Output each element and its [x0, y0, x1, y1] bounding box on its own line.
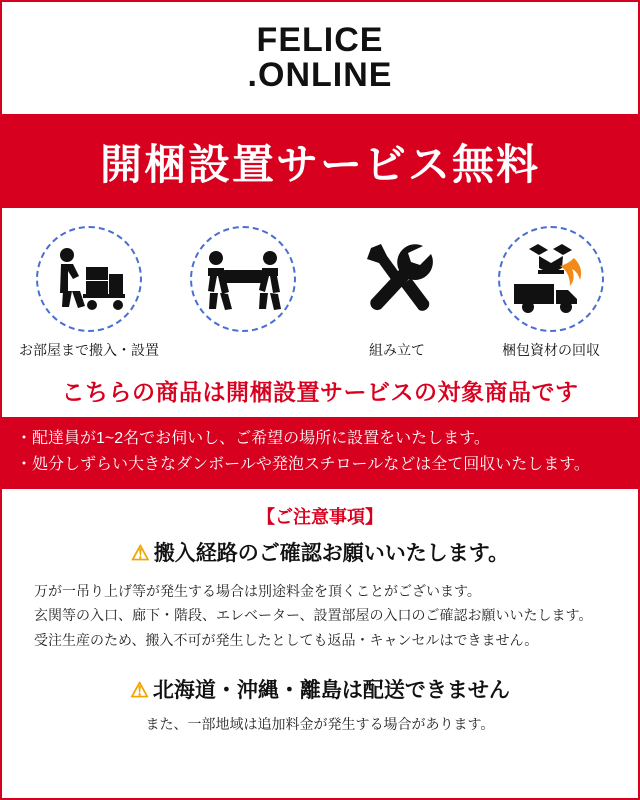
- region-heading: [18, 674, 622, 704]
- tools-icon: [344, 226, 450, 332]
- service-label-delivery: お部屋まで搬入・設置: [19, 342, 159, 358]
- notice-section: [2, 489, 638, 735]
- region-section: [18, 674, 622, 734]
- region-subtext: また、一部地域は追加料金が発生する場合があります。: [145, 716, 495, 733]
- lead-text: こちらの商品は開梱設置サービスの対象商品です: [61, 379, 579, 405]
- service-item-carry: [168, 226, 318, 340]
- logo-band: [2, 2, 638, 116]
- notice-line-2: 玄関等の入口、廊下・階段、エレベーター、設置部屋の入口のご確認お願いいたします。: [34, 607, 593, 624]
- brand-logo: [248, 23, 393, 92]
- warning-triangle-icon: ⚠: [130, 541, 150, 565]
- notice-heading: [18, 537, 622, 567]
- delivery-cart-icon: [36, 226, 142, 332]
- service-label-recycle: 梱包資材の回収: [502, 342, 600, 358]
- service-item-assembly: [322, 226, 472, 360]
- warning-triangle-icon-2: ⚠: [130, 679, 149, 703]
- logo-line-1: FELICE: [256, 21, 384, 60]
- notice-line-1: 万が一吊り上げ等が発生する場合は別途料金を頂くことがございます。: [34, 582, 481, 599]
- red-bullet-block: [2, 417, 638, 489]
- logo-line-2: .ONLINE: [247, 56, 393, 94]
- service-item-delivery: [14, 226, 164, 360]
- notice-title: 【ご注意事項】: [257, 506, 383, 527]
- two-person-carry-icon: [190, 226, 296, 332]
- notice-line-3: 受注生産のため、搬入不可が発生したとしても返品・キャンセルはできません。: [34, 631, 539, 648]
- region-heading-text: 北海道・沖縄・離島は配送できません: [152, 679, 510, 703]
- box-recycle-truck-icon: [498, 226, 604, 332]
- red-bullet-2: ・処分しずらい大きなダンボールや発泡スチロールなどは全て回収いたします。: [16, 455, 590, 473]
- headline-text: 開梱設置サービス無料: [99, 141, 540, 188]
- headline-banner: [2, 116, 638, 208]
- red-bullet-1: ・配達員が1~2名でお伺いし、ご希望の場所に設置をいたします。: [16, 430, 490, 447]
- service-icon-row: [2, 208, 638, 366]
- notice-heading-text: 搬入経路のご確認お願いいたします。: [153, 541, 510, 565]
- service-item-recycle: [476, 226, 626, 360]
- service-label-assembly: 組み立て: [369, 342, 425, 358]
- notice-line-list: [18, 579, 622, 653]
